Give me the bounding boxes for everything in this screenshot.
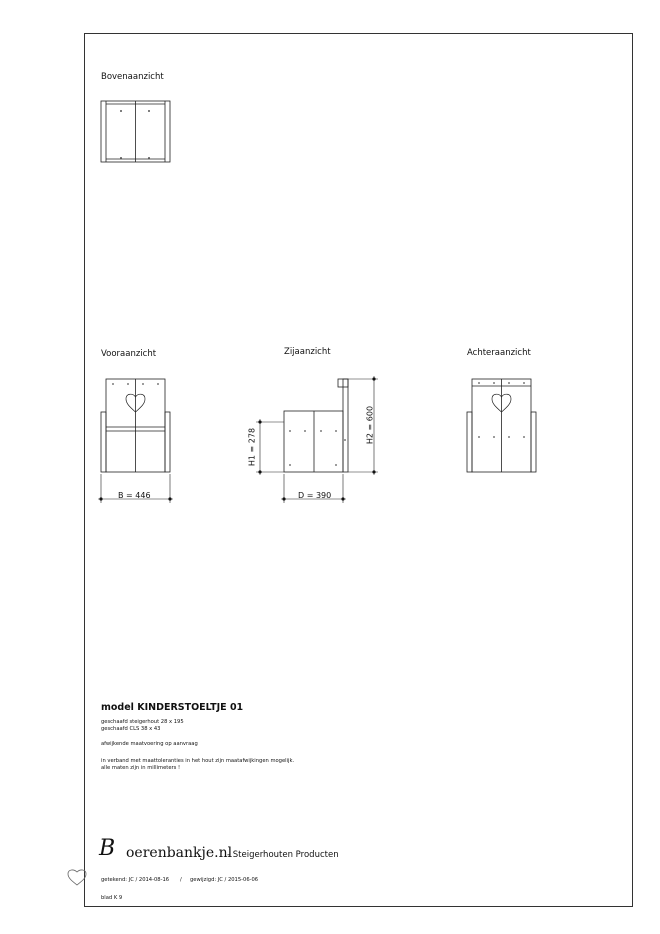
brand-tagline: - Steigerhouten Producten xyxy=(227,850,339,860)
top-view-drawing xyxy=(101,101,170,162)
tolerance-note-1: in verband met maattoleranties in het hout zijn maatafwijkingen mogelijk. xyxy=(101,758,295,764)
material-line-1: geschaafd steigerhout 28 x 195 xyxy=(101,719,184,725)
title-back-view: Achteraanzicht xyxy=(467,348,531,358)
title-front-view: Vooraanzicht xyxy=(101,349,157,359)
brand-initial: B xyxy=(99,836,116,861)
side-view-drawing xyxy=(284,379,348,472)
title-top-view: Bovenaanzicht xyxy=(101,72,164,82)
dim-seat-height-label: H1 = 278 xyxy=(247,427,257,467)
tolerance-note-2: alle maten zijn in millimeters ! xyxy=(101,765,181,771)
heart-icon xyxy=(68,870,86,885)
brand-name: oerenbankje.nl xyxy=(126,845,233,861)
seat-height-dimension xyxy=(256,419,284,475)
front-view-drawing xyxy=(101,379,170,472)
dim-total-height-label: H2 = 600 xyxy=(365,405,375,445)
material-line-2: geschaafd CLS 38 x 43 xyxy=(101,726,161,732)
drawn-by: getekend: JC / 2014-08-16 xyxy=(101,877,170,883)
modified-by: gewijzigd: JC / 2015-06-06 xyxy=(190,877,259,883)
dim-depth-label: D = 390 xyxy=(298,491,332,500)
sheet-number: blad K 9 xyxy=(101,895,123,901)
dim-width-label: B = 446 xyxy=(118,491,151,500)
back-view-drawing xyxy=(467,379,536,472)
title-side-view: Zijaanzicht xyxy=(284,347,331,357)
footer-separator: / xyxy=(180,877,182,883)
model-title: model KINDERSTOELTJE 01 xyxy=(101,702,244,713)
custom-size-note: afwijkende maatvoering op aanvraag xyxy=(101,741,198,747)
